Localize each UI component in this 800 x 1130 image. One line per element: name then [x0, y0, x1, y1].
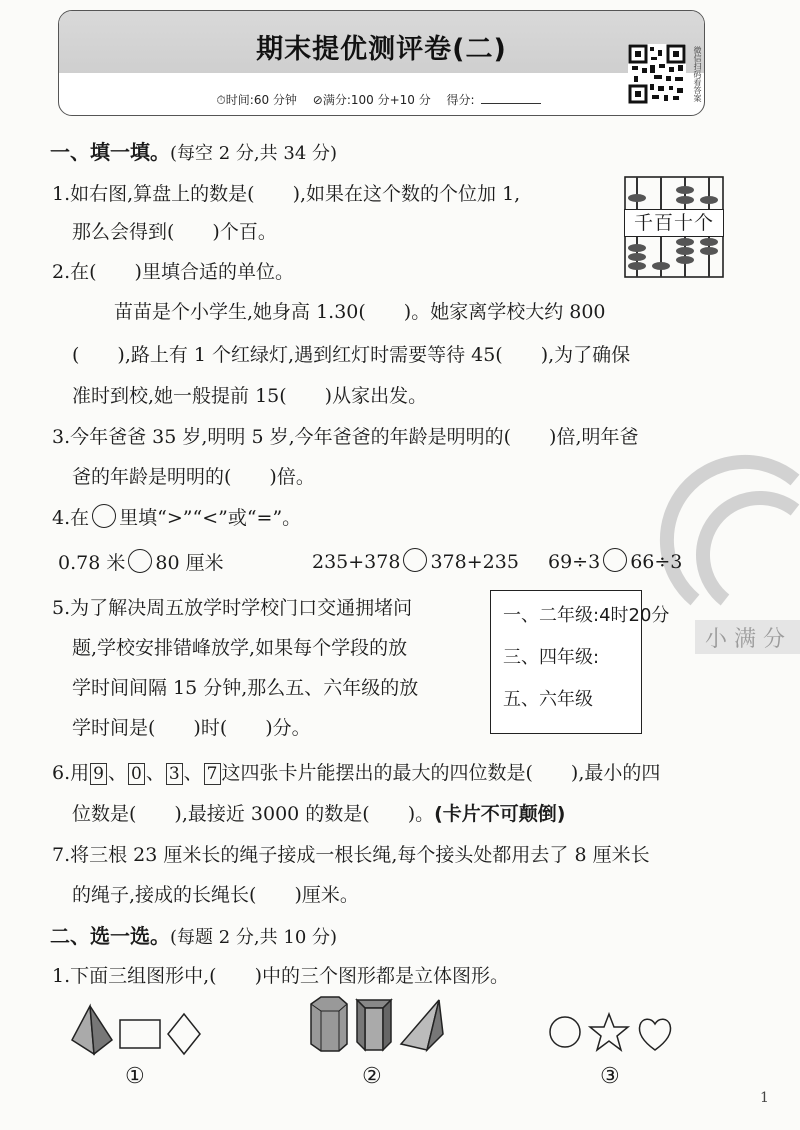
- circle-icon: [550, 1017, 580, 1047]
- page-mark: 1: [760, 1090, 769, 1106]
- group-label-2: ②: [362, 1064, 382, 1089]
- score-field[interactable]: 得分:: [447, 93, 547, 107]
- number-card-0: 0: [128, 763, 145, 785]
- number-card-7: 7: [204, 763, 221, 785]
- q7-line-2: 的绳子,接成的长绳长( )厘米。: [72, 884, 359, 906]
- pyramid-icon: [72, 1006, 112, 1054]
- answer-circle-2[interactable]: [403, 548, 427, 572]
- full-score: ⊘满分:100 分+10 分: [312, 93, 431, 107]
- page-title: 期末提优测评卷(二): [256, 34, 507, 65]
- hexagonal-prism-icon: [311, 997, 347, 1051]
- header-banner: [58, 10, 705, 116]
- answer-circle-3[interactable]: [603, 548, 627, 572]
- number-card-9: 9: [90, 763, 107, 785]
- shape-group-1: [68, 1000, 208, 1060]
- rhombus-icon: [168, 1014, 200, 1054]
- answer-circle-1[interactable]: [128, 549, 152, 573]
- q3-line-1: 3.今年爸爸 35 岁,明明 5 岁,今年爸爸的年龄是明明的( )倍,明年爸: [52, 426, 639, 448]
- time-row-grade-3-4: 三、四年级:: [503, 647, 600, 668]
- group-label-1: ①: [125, 1064, 145, 1089]
- stamp-text: 小 满 分: [705, 627, 785, 652]
- shape-group-3: [545, 1010, 685, 1060]
- qr-caption: 微信扫码看答案: [693, 46, 702, 102]
- compare-circle-icon: [92, 504, 116, 528]
- q3-line-2: 爸的年龄是明明的( )倍。: [72, 466, 315, 488]
- q2-line-3: ( ),路上有 1 个红绿灯,遇到红灯时需要等待 45( ),为了确保: [72, 344, 631, 366]
- star-icon: [590, 1014, 628, 1050]
- number-card-3: 3: [166, 763, 183, 785]
- header-info: [59, 91, 704, 108]
- abacus-figure: [624, 176, 724, 278]
- q6-line-1: 6.用 9 、 0 、 3 、 7 这四张卡片能摆出的最大的四位数是( ),最小的四: [52, 762, 661, 784]
- tetrahedron-icon: [401, 1000, 443, 1050]
- group-label-3: ③: [600, 1064, 620, 1089]
- q4-expr-1: 0.78 米 80 厘米: [58, 548, 224, 575]
- triangular-prism-icon: [357, 1000, 391, 1050]
- section-1-heading: 一、填一填。(每空 2 分,共 34 分): [50, 140, 338, 164]
- q1-line-1: 1.如右图,算盘上的数是( ),如果在这个数的个位加 1,: [52, 183, 521, 205]
- q5-line-4: 学时间是( )时( )分。: [72, 717, 311, 739]
- q2-line-1: 2.在( )里填合适的单位。: [52, 261, 294, 283]
- dismissal-time-box: [490, 590, 670, 734]
- q6-line-2: 位数是( ),最接近 3000 的数是( )。(卡片不可颠倒): [72, 803, 566, 825]
- q5-line-3: 学时间间隔 15 分钟,那么五、六年级的放: [72, 677, 419, 699]
- q4-expr-3: 69÷3 66÷3: [548, 548, 682, 573]
- q4-line-1: 4.在 里填“>”“<”或“=”。: [52, 503, 301, 530]
- abacus-place-labels: 千百十个: [624, 209, 724, 237]
- q4-expr-2: 235+378 378+235: [312, 548, 519, 573]
- q7-line-1: 7.将三根 23 厘米长的绳子接成一根长绳,每个接头处都用去了 8 厘米长: [52, 844, 650, 866]
- time-limit: ⏱时间:60 分钟: [216, 93, 297, 107]
- q5-line-1: 5.为了解决周五放学时学校门口交通拥堵问: [52, 597, 413, 619]
- q5-line-2: 题,学校安排错峰放学,如果每个学段的放: [72, 637, 408, 659]
- q1-line-2: 那么会得到( )个百。: [72, 221, 277, 243]
- rectangle-icon: [120, 1020, 160, 1048]
- section-2-heading: 二、选一选。(每题 2 分,共 10 分): [50, 924, 338, 948]
- time-row-grade-1-2: 一、二年级:4时20分: [503, 605, 670, 626]
- qr-code: [628, 44, 686, 104]
- shape-group-2: [305, 994, 445, 1058]
- heart-icon: [639, 1019, 670, 1050]
- q2-line-2: 苗苗是个小学生,她身高 1.30( )。她家离学校大约 800: [114, 301, 606, 323]
- s2-q1-line-1: 1.下面三组图形中,( )中的三个图形都是立体图形。: [52, 965, 509, 987]
- q2-line-4: 准时到校,她一般提前 15( )从家出发。: [72, 385, 428, 407]
- time-row-grade-5-6: 五、六年级: [503, 689, 593, 710]
